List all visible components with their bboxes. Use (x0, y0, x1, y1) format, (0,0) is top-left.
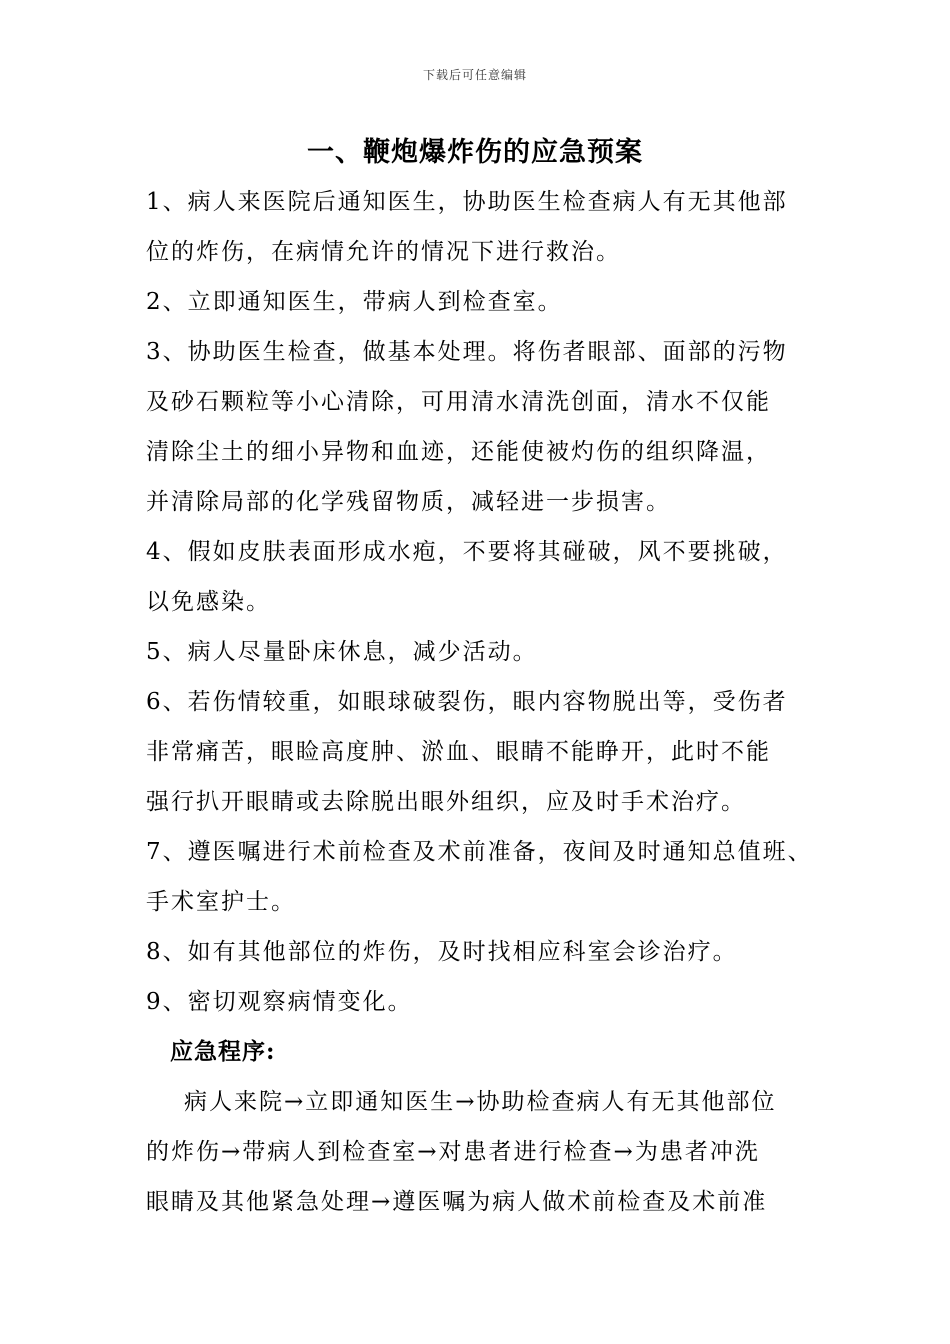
body-line: 手术室护士。 (146, 889, 296, 915)
body-line: 9、密切观察病情变化。 (146, 989, 413, 1015)
body-line: 1、病人来医院后通知医生，协助医生检查病人有无其他部 (146, 189, 788, 215)
procedure-line: 的炸伤→带病人到检查室→对患者进行检查→为患者冲洗 (146, 1139, 760, 1165)
body-line: 8、如有其他部位的炸伤，及时找相应科室会诊治疗。 (146, 939, 738, 965)
body-line: 非常痛苦，眼睑高度肿、淤血、眼睛不能睁开，此时不能 (146, 739, 771, 765)
body-line: 及砂石颗粒等小心清除，可用清水清洗创面，清水不仅能 (146, 389, 771, 415)
procedure-line: 眼睛及其他紧急处理→遵医嘱为病人做术前检查及术前准 (146, 1189, 768, 1215)
body-line: 4、假如皮肤表面形成水疱，不要将其碰破，风不要挑破， (146, 539, 788, 565)
body-line: 2、立即通知医生，带病人到检查室。 (146, 289, 563, 315)
procedure-heading: 应急程序: (170, 1038, 276, 1065)
body-line: 6、若伤情较重，如眼球破裂伤，眼内容物脱出等，受伤者 (146, 689, 788, 715)
document-body (146, 177, 826, 1227)
body-line: 5、病人尽量卧床休息，减少活动。 (146, 639, 538, 665)
body-line: 清除尘土的细小异物和血迹，还能使被灼伤的组织降温， (146, 439, 771, 465)
body-line: 以免感染。 (146, 589, 271, 615)
body-line: 并清除局部的化学残留物质，减轻进一步损害。 (146, 489, 671, 515)
body-line: 3、协助医生检查，做基本处理。将伤者眼部、面部的污物 (146, 339, 788, 365)
body-line: 位的炸伤，在病情允许的情况下进行救治。 (146, 239, 621, 265)
document-title: 一、鞭炮爆炸伤的应急预案 (307, 137, 643, 168)
body-line: 强行扒开眼睛或去除脱出眼外组织，应及时手术治疗。 (146, 789, 746, 815)
procedure-line: 病人来院→立即通知医生→协助检查病人有无其他部位 (184, 1089, 777, 1115)
header-note: 下载后可任意编辑 (422, 68, 527, 82)
body-line: 7、遵医嘱进行术前检查及术前准备，夜间及时通知总值班、 (146, 839, 813, 865)
